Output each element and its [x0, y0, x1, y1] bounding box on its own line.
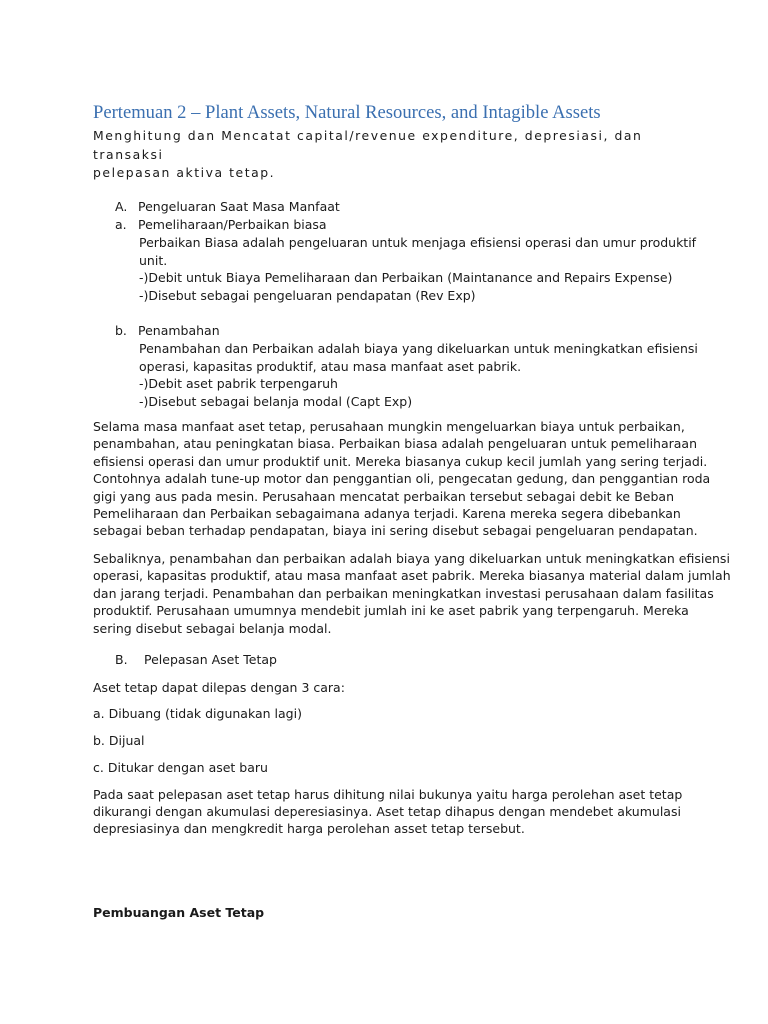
way-item: b. Dijual — [93, 733, 145, 748]
paragraph-line: gigi yang aus pada mesin. Perusahaan mencatat perbaikan tersebut sebagai debit ke Beban — [93, 488, 674, 504]
section-a-heading — [115, 198, 515, 215]
section-b-heading — [115, 651, 515, 668]
paragraph-line: Pada saat pelepasan aset tetap harus dihitung nilai bukunya yaitu harga perolehan aset tetap — [93, 787, 683, 802]
document-title: Pertemuan 2 – Plant Assets, Natural Resources, and Intagible Assets — [93, 102, 601, 123]
section-a-marker: A. — [115, 199, 128, 214]
paragraph-line: Contohnya adalah tune-up motor dan penggantian oli, pengecatan gedung, dan penggantian roda — [93, 471, 711, 487]
paragraph-2 — [93, 550, 731, 637]
intro-text: Aset tetap dapat dilepas dengan 3 cara: — [93, 680, 345, 695]
way-item: c. Ditukar dengan aset baru — [93, 760, 268, 775]
item-b-heading — [115, 322, 515, 339]
subtitle-line: pelepasan aktiva tetap. — [93, 165, 276, 180]
item-b-line: operasi, kapasitas produktif, atau masa manfaat aset pabrik. — [139, 358, 522, 374]
item-a-line: Perbaikan Biasa adalah pengeluaran untuk menjaga efisiensi operasi dan umur produktif — [139, 235, 697, 250]
section-b-title: Pelepasan Aset Tetap — [144, 652, 277, 667]
paragraph-line: Sebaliknya, penambahan dan perbaikan adalah biaya yang dikeluarkan untuk meningkatkan efisiensi — [93, 551, 730, 566]
section-c-heading: Pembuangan Aset Tetap — [93, 905, 265, 920]
paragraph-line: sebagai beban terhadap pendapatan, biaya ini sering disebut sebagai pengeluaran pendapatan. — [93, 523, 698, 539]
item-a-heading — [115, 216, 515, 233]
paragraph-line: dan jarang terjadi. Penambahan dan perbaikan meningkatkan investasi perusahaan dalam fasilitas — [93, 585, 714, 601]
way-item: a. Dibuang (tidak digunakan lagi) — [93, 706, 302, 721]
section-b-marker: B. — [115, 652, 128, 667]
item-b-line: -)Debit aset pabrik terpengaruh — [139, 376, 338, 391]
item-a-line: unit. — [139, 252, 168, 268]
item-a-body — [139, 234, 697, 304]
item-b-title: Penambahan — [138, 323, 220, 338]
item-a-line: -)Debit untuk Biaya Pemeliharaan dan Perbaikan (Maintanance and Repairs Expense) — [139, 270, 673, 285]
paragraph-line: produktif. Perusahaan umumnya mendebit jumlah ini ke aset pabrik yang terpengaruh. Mereka — [93, 603, 689, 619]
subtitle-line: Menghitung dan Mencatat capital/revenue expenditure, depresiasi, dan transaksi — [93, 128, 643, 162]
paragraph-line: penambahan, atau peningkatan biasa. Perbaikan biasa adalah pengeluaran untuk pemeliharaan — [93, 436, 698, 452]
paragraph-line: Pemeliharaan dan Perbaikan sebagaimana adanya terjadi. Karena mereka segera dibebankan — [93, 505, 681, 521]
item-b-marker: b. — [115, 323, 127, 338]
section-a-title: Pengeluaran Saat Masa Manfaat — [138, 199, 340, 214]
item-a-title: Pemeliharaan/Perbaikan biasa — [138, 217, 327, 232]
item-b-line: Penambahan dan Perbaikan adalah biaya yang dikeluarkan untuk meningkatkan efisiensi — [139, 341, 698, 356]
item-b-line: -)Disebut sebagai belanja modal (Capt Exp) — [139, 393, 413, 409]
item-a-line: -)Disebut sebagai pengeluaran pendapatan (Rev Exp) — [139, 287, 476, 303]
paragraph-line: depresiasinya dan mengkredit harga perolehan asset tetap tersebut. — [93, 821, 525, 836]
paragraph-line: Selama masa manfaat aset tetap, perusahaan mungkin mengeluarkan biaya untuk perbaikan, — [93, 419, 685, 434]
document-subtitle — [93, 127, 693, 183]
item-a-marker: a. — [115, 217, 127, 232]
paragraph-3 — [93, 786, 693, 837]
paragraph-line: efisiensi operasi dan umur produktif unit. Mereka biasanya cukup kecil jumlah yang sering terjadi. — [93, 453, 708, 469]
paragraph-line: operasi, kapasitas produktif, atau masa manfaat aset pabrik. Mereka biasanya material dalam jumlah — [93, 568, 731, 584]
paragraph-line: dikurangi dengan akumulasi deperesiasinya. Aset tetap dihapus dengan mendebet akumulasi — [93, 804, 681, 819]
paragraph-1 — [93, 418, 711, 540]
item-b-body — [139, 340, 698, 410]
paragraph-line: sering disebut sebagai belanja modal. — [93, 620, 332, 636]
